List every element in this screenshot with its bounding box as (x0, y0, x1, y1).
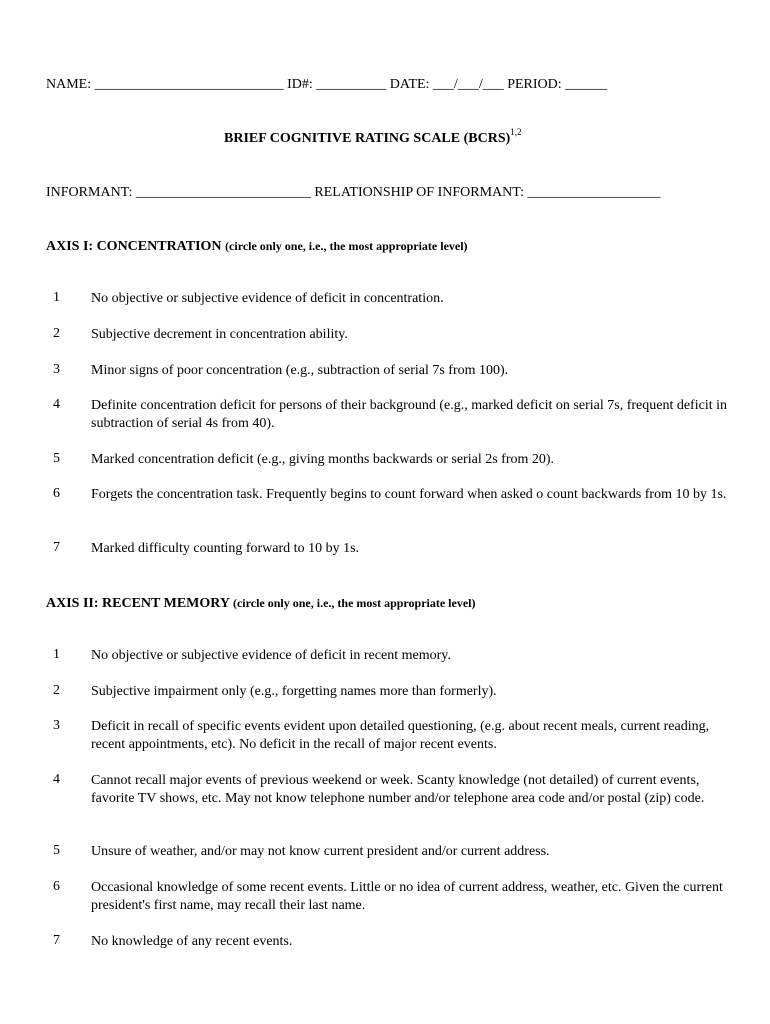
item-number: 6 (53, 486, 60, 501)
item-number: 2 (53, 683, 60, 698)
item-number: 4 (53, 772, 60, 787)
item-text: Deficit in recall of specific events evident upon detailed questioning, (e.g. about recent meals, current reading, recent appointments, etc). No deficit in the recall of major recent events. (91, 719, 710, 752)
axis1-heading (46, 237, 468, 256)
item-number: 3 (53, 718, 60, 733)
item-text: No knowledge of any recent events. (91, 934, 293, 949)
form-title (224, 127, 522, 148)
item-number: 5 (53, 843, 60, 858)
item-text: Cannot recall major events of previous weekend or week. Scanty knowledge (not detailed) of current events, favorite TV shows, etc. May not know telephone number and/or telephone area code and/or postal (zip) code. (91, 773, 705, 806)
item-number: 3 (53, 362, 60, 377)
item-number: 6 (53, 879, 60, 894)
item-number: 1 (53, 290, 60, 305)
item-text: Forgets the concentration task. Frequently begins to count forward when asked o count backwards from 10 by 1s. (91, 487, 727, 502)
item-text: Minor signs of poor concentration (e.g., subtraction of serial 7s from 100). (91, 363, 509, 378)
item-text: Definite concentration deficit for persons of their background (e.g., marked deficit on serial 7s, frequent deficit in subtraction of serial 4s from 40). (91, 398, 727, 431)
axis2-heading (46, 594, 476, 613)
item-text: Subjective impairment only (e.g., forgetting names more than formerly). (91, 684, 497, 699)
axis2-instruction: (circle only one, i.e., the most appropriate level) (232, 596, 476, 610)
item-text: Marked difficulty counting forward to 10 by 1s. (91, 541, 360, 556)
item-number: 2 (53, 326, 60, 341)
axis2-title: AXIS II: RECENT MEMORY (46, 596, 230, 611)
item-number: 7 (53, 540, 60, 555)
item-text: No objective or subjective evidence of deficit in recent memory. (91, 648, 451, 663)
item-text: Subjective decrement in concentration ability. (91, 327, 348, 342)
title-footnote-marker: 1,2 (510, 127, 522, 137)
name-id-date-period-line: NAME: ___________________________ ID#: __________ DATE: ___/___/___ PERIOD: ______ (46, 77, 608, 92)
item-text: Unsure of weather, and/or may not know current president and/or current address. (91, 844, 550, 859)
axis1-instruction: (circle only one, i.e., the most appropriate level) (225, 239, 468, 253)
form-title-text: BRIEF COGNITIVE RATING SCALE (BCRS) (224, 131, 511, 146)
item-number: 7 (53, 933, 60, 948)
item-number: 1 (53, 647, 60, 662)
item-number: 5 (53, 451, 60, 466)
item-text: Marked concentration deficit (e.g., giving months backwards or serial 2s from 20). (91, 452, 555, 467)
item-text: No objective or subjective evidence of deficit in concentration. (91, 291, 444, 306)
axis1-title: AXIS I: CONCENTRATION (46, 239, 222, 254)
item-number: 4 (53, 397, 60, 412)
item-text: Occasional knowledge of some recent events. Little or no idea of current address, weather, etc. Given the current president's first name, may recall their last name. (91, 880, 723, 913)
informant-line: INFORMANT: _________________________ RELATIONSHIP OF INFORMANT: ___________________ (46, 185, 661, 200)
